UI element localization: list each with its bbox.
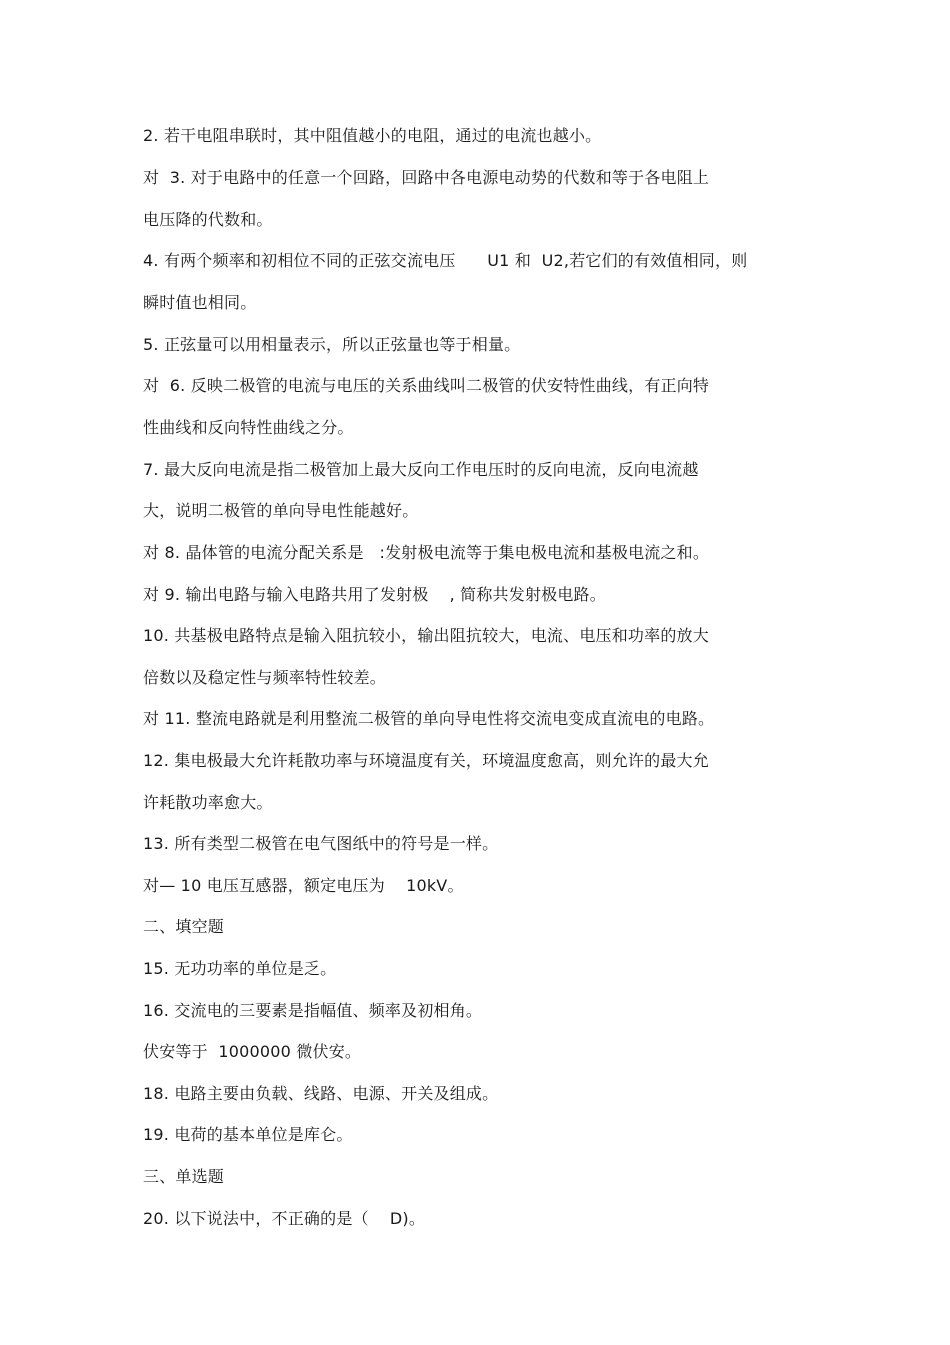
text-line: 伏安等于 1000000 微伏安。 <box>143 1042 362 1061</box>
text-line: 性曲线和反向特性曲线之分。 <box>143 418 354 437</box>
text-line: 对 3. 对于电路中的任意一个回路，回路中各电源电动势的代数和等于各电阻上 <box>143 168 710 187</box>
text-line: 倍数以及稳定性与频率特性较差。 <box>143 668 387 687</box>
text-line: 13. 所有类型二极管在电气图纸中的符号是一样。 <box>143 834 499 853</box>
text-line: 瞬时值也相同。 <box>143 293 257 312</box>
section-heading: 二、填空题 <box>143 917 225 936</box>
text-line: 许耗散功率愈大。 <box>143 793 273 812</box>
text-line: 对 6. 反映二极管的电流与电压的关系曲线叫二极管的伏安特性曲线，有正向特 <box>143 376 710 395</box>
text-line: 15. 无功功率的单位是乏。 <box>143 959 337 978</box>
text-line: 20. 以下说法中，不正确的是（ D)。 <box>143 1209 426 1228</box>
text-line: 19. 电荷的基本单位是库仑。 <box>143 1125 353 1144</box>
text-line: 对 11. 整流电路就是利用整流二极管的单向导电性将交流电变成直流电的电路。 <box>143 709 715 728</box>
text-line: 对 8. 晶体管的电流分配关系是 :发射极电流等于集电极电流和基极电流之和。 <box>143 543 710 562</box>
text-line: 2. 若干电阻串联时，其中阻值越小的电阻，通过的电流也越小。 <box>143 126 602 145</box>
text-line: 对— 10 电压互感器，额定电压为 10kV。 <box>143 876 464 895</box>
text-line: 7. 最大反向电流是指二极管加上最大反向工作电压时的反向电流，反向电流越 <box>143 460 699 479</box>
text-line: 电压降的代数和。 <box>143 210 273 229</box>
text-line: 16. 交流电的三要素是指幅值、频率及初相角。 <box>143 1001 483 1020</box>
text-line: 对 9. 输出电路与输入电路共用了发射极 , 简称共发射极电路。 <box>143 585 606 604</box>
text-line: 10. 共基极电路特点是输入阻抗较小，输出阻抗较大，电流、电压和功率的放大 <box>143 626 709 645</box>
text-line: 12. 集电极最大允许耗散功率与环境温度有关，环境温度愈高，则允许的最大允 <box>143 751 709 770</box>
text-line: 大，说明二极管的单向导电性能越好。 <box>143 501 419 520</box>
section-heading: 三、单选题 <box>143 1167 225 1186</box>
text-line: 5. 正弦量可以用相量表示，所以正弦量也等于相量。 <box>143 335 521 354</box>
text-line: 18. 电路主要由负载、线路、电源、开关及组成。 <box>143 1084 499 1103</box>
text-line: 4. 有两个频率和初相位不同的正弦交流电压 U1 和 U2,若它们的有效值相同，则 <box>143 251 748 270</box>
